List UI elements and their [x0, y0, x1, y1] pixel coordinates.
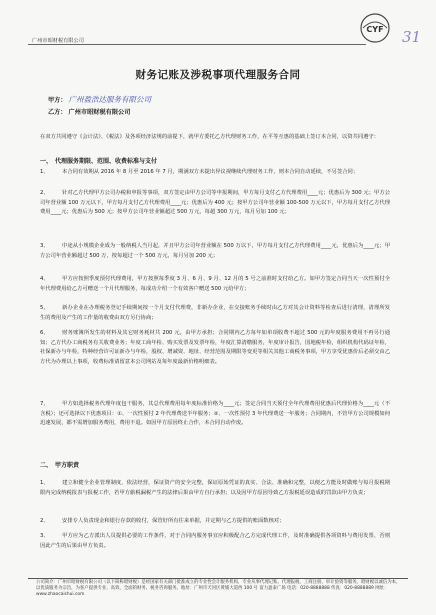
item-1-2: 2、 针对乙方代理甲方公司办税和申报等事项，双方签定由甲方公司等申报期间，甲方每月支付乙方代理费用____元；优惠后为 300 元；甲方公司年营业额 100 万元以下，甲方每月支付乙方代理费用____元；优惠后为 400 元；按甲方公司年营业额 100-500 万元以下，甲方每月支付乙方代理费用____元；优惠后为 500 元；按甲方公司年营业额超过 500 万元，每超 300 万元，每月另加 100 元； — [40, 190, 390, 215]
party-b — [48, 107, 130, 116]
item-2-2: 2、 安排专人负责现金和银行存款的收付，保管好所有往来单据，并定期与乙方提供的账面数核对； — [40, 518, 285, 524]
header-company: 广州市昭财税有限公司 — [32, 38, 84, 44]
item-1-6: 6、 财务账簿所发生的材料及其它财务耗材共 200 元，由甲方承担；合同期内乙方每年如单项收费不超过 500 元的年度服务费用不再另行通知；乙方代办工商税务有关收费业务；年度工商年检、购买发票及发票年检，年度汇算清缴服务，年度审计报告，国地税年检，组织机构代码证年检，社保新办与年检，特种经营许可证新办与年检，股权、增减资、地址、经营范围及期限等变更等相关其他工商税务事项，甲方享受优惠价后必须交由乙方代为办理以上事项，收费标准请留意本公司网站及每年度最新价格明细表。 — [40, 330, 390, 365]
party-b-value: 广州市昭财税有限公司 — [68, 109, 131, 116]
item-2-3: 3、 甲方应为乙方派出人员提供必要的工作条件，对于合同内服务事宜应积极配合乙方完成代理工作，及时准确提供各项资料与费用发票，否则因此产生的后果由甲方负责。 — [40, 533, 390, 549]
section-2-heading: 二、 甲方职责 — [40, 462, 80, 469]
party-b-label: 乙方： — [48, 109, 67, 116]
header-divider — [28, 44, 366, 45]
party-a-value: 广州盈浩达服务有限公司 — [68, 95, 152, 104]
party-a-label: 甲方： — [48, 97, 67, 104]
item-1-4: 4、 甲方应按照季度预付代理费用，甲方按照每季度 3 月、6 月、9 月、12 月的 5 号之前准时支付给乙方。如甲方签定合同当天一次性预付全年代理费用给乙方可赠送一个月代理服务，每成功介绍一个有效客户赠送 500 元给甲方； — [40, 276, 390, 292]
logo-text: CYF — [366, 25, 384, 34]
item-1-3: 3、 中途从小规模企业成为一般纳税人当月起，并且甲方公司年营业额在 500 万以下，甲方每月支付乙方代理费用____元，优惠后为____元；甲方公司年营业额超过 500 万，按每超过一个 500 万元，每月另加 200 元； — [40, 243, 390, 259]
item-1-5: 5、 新办企业在办理税务登记手续期间按一个月支付代理费，非新办企业，在交接账务手续时由乙方对其会计资料等检查后进行清理，清理所发生的费用及产生的工作量的收费由双方另行协商； — [40, 305, 390, 321]
handwritten-mark: 31 — [402, 28, 422, 46]
intro-paragraph: 在双方共同遵守《会计法》、《税法》及各项经济法规的前提下，就甲方委托乙方代理财务工作，在平等互惠的基础上签订本合同，以资共同遵守： — [40, 134, 380, 140]
item-1-7: 7、 甲方如选择税务代理年度包干服务，其总代理费用每年度标准价格为____元；签定合同当天预付全年代理费用优惠后代理价格为____元（不含税）；还可选择以下优惠项目：①、一次性预付 2 年代理费送半年服务；②、一次性预付 3 年代理费送一年服务；合同期内，不管甲方公司规模如何迅速发展，都不需增加服务费用，费用不退。如因甲方原因终止合作，本合同自动作废。 — [40, 401, 390, 426]
footer-divider — [28, 578, 408, 579]
party-a — [48, 94, 151, 105]
section-1-heading: 一、 代理服务期限、范围、收费标准与支付 — [40, 158, 158, 165]
item-2-1: 1、 建立和健全企业管理制度，依法经营，保证资产的安全完整，保证原始凭证的真实、合法、准确和完整，以便乙方能及时做账与每月报税期限内完成纳税报表与报税工作，若甲方偷税漏税产生的法律后果由甲方自行承担；以及因甲方原因导致乙方报税延误造成的罚款由甲方负责； — [40, 480, 390, 496]
page-title: 财务记账及涉税事项代理服务合同 — [135, 69, 301, 81]
item-1-1: 1、 本合同有效期从 2016 年 8 月至 2016 年 7 月，期满双方未提出异议视继续代理财务工作，则本合同自动延续，不另签合同； — [40, 169, 359, 175]
company-logo-icon — [354, 12, 396, 48]
footer-text: 公司简介：广州市昭财税有限公司（以下简称昭财税）是经国家有关部门批准成立的专业性会计服务机构，专业从事代理记账、代理报税、工商注册、审计验资等服务。昭财税以诚信为本，以优质服务为宗旨，为客户提供专业、高效、全面的财务、税务咨询服务。地址：广州市天河区黄埔大道西 100 号 富力盈泰广场 电话：020-8888888 传真：020-8888889 网址：www.zhaocaishui.com — [36, 580, 401, 598]
